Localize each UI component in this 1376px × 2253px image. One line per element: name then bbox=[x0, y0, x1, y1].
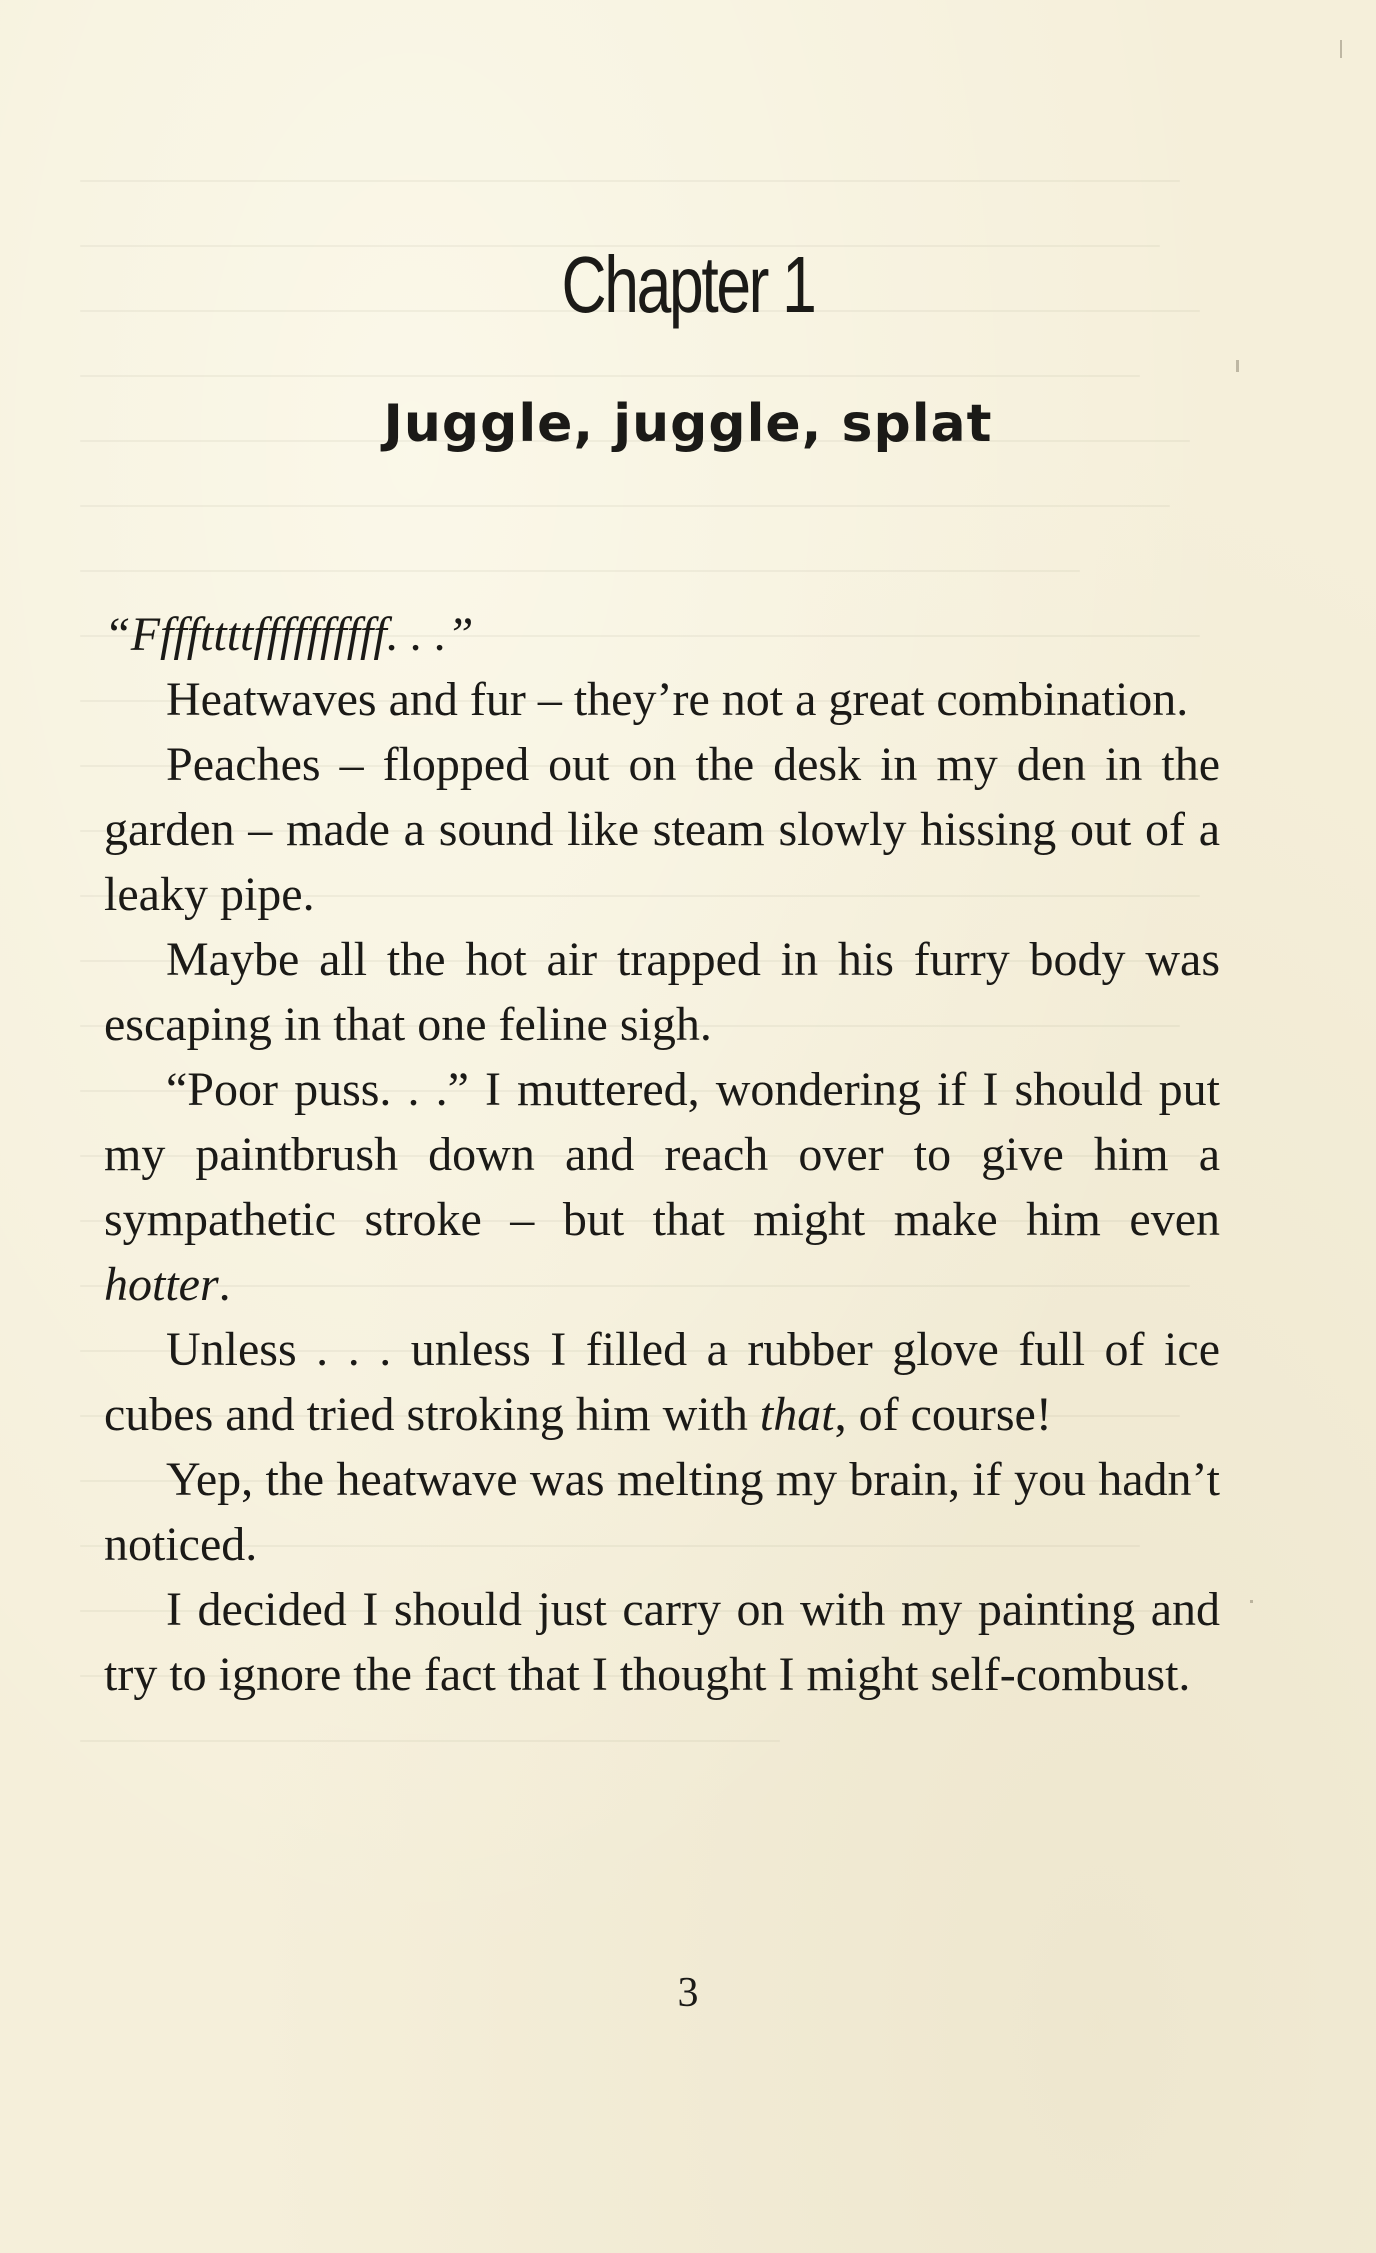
chapter-title: Chapter 1 bbox=[561, 240, 815, 329]
paragraph-8: I decided I should just carry on with my painting and try to ignore the fact that I thought I might self-combust. bbox=[104, 1583, 1220, 1701]
page-edge-mark bbox=[1236, 360, 1239, 372]
paragraph-3: Peaches – flopped out on the desk in my den in the garden – made a sound like steam slowly hissing out of a leaky pipe. bbox=[104, 738, 1220, 921]
paragraph-5-text: “Poor puss. . .” I muttered, wondering if I should put my paintbrush down and reach over to give him a sympathetic stroke – but that might make him even bbox=[104, 1063, 1220, 1246]
paragraph-4: Maybe all the hot air trapped in his furry body was escaping in that one feline sigh. bbox=[104, 933, 1220, 1051]
paragraph-5-emphasis: hotter bbox=[104, 1258, 219, 1311]
paragraph-5-end: . bbox=[218, 1258, 231, 1311]
paragraph-6-text: Unless . . . unless I filled a rubber glove full of ice cubes and tried stroking him with bbox=[104, 1323, 1220, 1441]
paragraph-1 bbox=[104, 602, 1220, 667]
paragraph-5 bbox=[104, 1057, 1220, 1317]
chapter-text bbox=[104, 602, 1220, 1707]
chapter-subtitle: Juggle, juggle, splat bbox=[383, 394, 993, 454]
paragraph-6-end: , of course! bbox=[834, 1388, 1052, 1441]
paragraph-2: Heatwaves and fur – they’re not a great combination. bbox=[166, 673, 1189, 726]
paragraph-7: Yep, the heatwave was melting my brain, if you hadn’t noticed. bbox=[104, 1453, 1220, 1571]
paragraph-6-emphasis: that bbox=[759, 1388, 835, 1441]
paragraph-6 bbox=[104, 1317, 1220, 1447]
page-number: 3 bbox=[677, 1970, 699, 2016]
page-edge-mark bbox=[1340, 40, 1342, 58]
paragraph-1-text: “Ffffttttffffffffff. . .” bbox=[104, 608, 474, 661]
page-edge-mark bbox=[1250, 1600, 1253, 1603]
